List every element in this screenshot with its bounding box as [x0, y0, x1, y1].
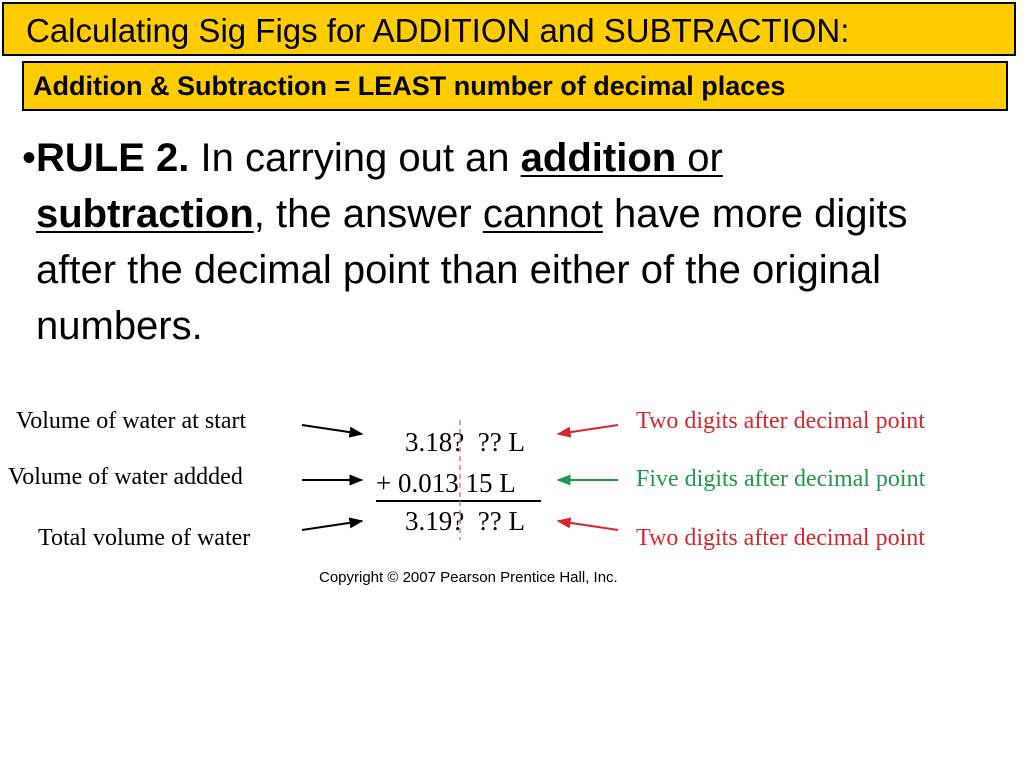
arrow-two-digits-start — [558, 425, 618, 434]
arrow-two-digits-total — [558, 521, 618, 530]
label-two-digits-start: Two digits after decimal point — [636, 408, 925, 434]
copyright-notice: Copyright © 2007 Pearson Prentice Hall, Inc. — [319, 569, 618, 586]
or-term: or — [687, 136, 723, 180]
number-start: 3.18? ?? L — [405, 427, 525, 457]
rule-paragraph — [22, 130, 986, 354]
number-added: + 0.013 15 L — [376, 468, 516, 498]
rule-text-1: In carrying out an — [189, 136, 521, 180]
addition-term: addition — [520, 136, 688, 180]
number-total: 3.19? ?? L — [405, 506, 525, 536]
subtraction-term: subtraction — [36, 192, 254, 236]
arrow-start — [302, 425, 362, 434]
rule-label: RULE 2. — [36, 136, 190, 180]
label-two-digits-total: Two digits after decimal point — [636, 525, 925, 551]
label-water-added: Volume of water addded — [8, 464, 243, 490]
label-total-water: Total volume of water — [38, 525, 251, 551]
bullet: • — [22, 136, 37, 180]
rule-summary-banner: Addition & Subtraction = LEAST number of decimal places — [22, 61, 1008, 111]
label-water-at-start: Volume of water at start — [16, 408, 247, 434]
label-five-digits: Five digits after decimal point — [636, 466, 926, 492]
rule-text-2: , the answer — [253, 192, 483, 236]
rule-text-3: have more digits after the decimal point than either of the original numbers. — [36, 192, 908, 348]
addition-diagram — [0, 395, 1024, 595]
cannot-term: cannot — [482, 192, 603, 236]
slide-title: Calculating Sig Figs for ADDITION and SUBTRACTION: — [2, 2, 1016, 56]
arrow-total — [302, 521, 362, 530]
